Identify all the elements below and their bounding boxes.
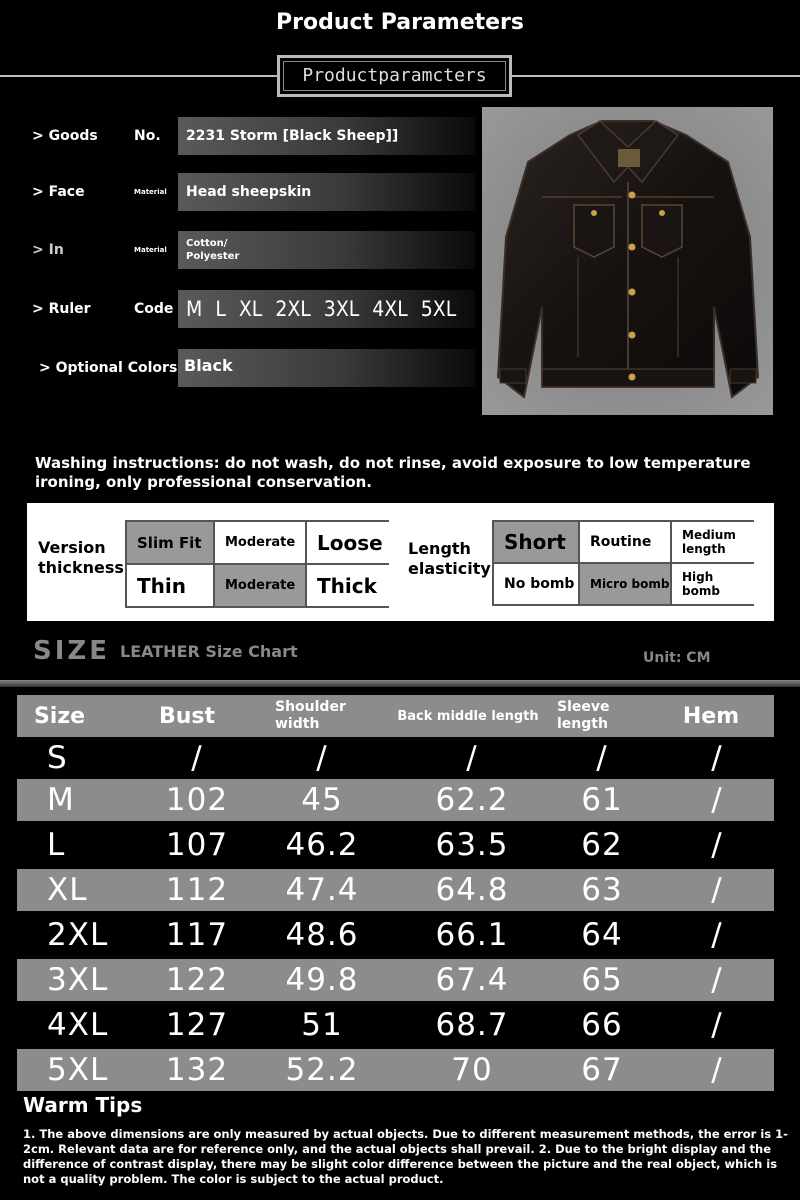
cell-hem: / — [711, 1007, 723, 1043]
size-code: 2XL — [275, 297, 311, 321]
param-label: > In — [32, 242, 64, 258]
param-sub-label: Code — [134, 301, 174, 317]
version-grid — [125, 520, 389, 608]
size-code: L — [215, 297, 226, 321]
cell-hem: / — [711, 1052, 723, 1088]
washing-instructions: Washing instructions: do not wash, do not rinse, avoid exposure to low temperature ironing, only professional conservation. — [35, 454, 751, 491]
cell-size: M — [47, 782, 75, 818]
section-divider — [0, 680, 800, 687]
cell-size: 3XL — [47, 962, 109, 998]
cell-sleeve: 62 — [581, 827, 623, 863]
version-label-line: thickness — [38, 558, 124, 577]
param-size-list — [178, 290, 475, 328]
option-moderate-thickness: Moderate — [215, 565, 305, 606]
subtitle-frame — [277, 55, 512, 97]
cell-back-length: 63.5 — [435, 827, 509, 863]
size-code: 4XL — [372, 297, 408, 321]
tips-text: 1. The above dimensions are only measured by actual objects. Due to different measurement methods, the error is 1-2cm. Relevant data are for reference only, and the actual objects shall prevail. 2. Due to the bright display and the difference of contrast display, there may be slight color difference between the picture and the real object, which is not a quality problem. The color is subject to the actual product. — [23, 1127, 788, 1186]
cell-hem: / — [711, 827, 723, 863]
cell-bust: 102 — [165, 782, 229, 818]
header-bust: Bust — [158, 703, 216, 729]
param-label: > Ruler — [32, 301, 91, 317]
cell-size: XL — [47, 872, 88, 908]
version-label-line: Version — [38, 538, 106, 557]
option-thick: Thick — [307, 565, 391, 606]
table-row — [17, 821, 774, 869]
param-row-in — [0, 231, 475, 269]
size-code: M — [186, 297, 203, 321]
cell-bust: 117 — [165, 917, 229, 953]
param-label: > Face — [32, 184, 85, 200]
cell-size: 5XL — [47, 1052, 109, 1088]
param-value-line: Cotton/ — [186, 238, 228, 249]
param-label: > Goods — [32, 128, 98, 144]
table-row — [17, 1049, 774, 1091]
cell-back-length: / — [466, 740, 478, 776]
header-back-length: Back middle length — [397, 708, 539, 724]
length-label-line: elasticity — [408, 559, 491, 578]
cell-shoulder: 48.6 — [285, 917, 359, 953]
table-row — [17, 911, 774, 959]
cell-size: 4XL — [47, 1007, 109, 1043]
table-row — [17, 959, 774, 1001]
header-size: Size — [33, 703, 86, 729]
header-shoulder: Shoulder width — [275, 699, 346, 732]
cell-size: 2XL — [47, 917, 109, 953]
option-micro-bomb: Micro bomb — [580, 564, 670, 604]
table-row — [17, 869, 774, 911]
cell-size: S — [47, 740, 68, 776]
cell-bust: 112 — [165, 872, 229, 908]
page-title: Product Parameters — [275, 10, 524, 35]
length-label-line: Length — [408, 539, 471, 558]
cell-bust: / — [191, 740, 203, 776]
cell-sleeve: 67 — [581, 1052, 623, 1088]
cell-shoulder: 47.4 — [285, 872, 359, 908]
param-label: > Optional Colors — [39, 360, 178, 376]
cell-shoulder: 45 — [301, 782, 343, 818]
param-value: Black — [178, 349, 475, 387]
param-sub-label: Material — [134, 246, 167, 254]
product-photo — [482, 107, 773, 415]
param-sub-label: No. — [134, 128, 161, 144]
param-sub-label: Material — [134, 188, 167, 196]
param-row-ruler — [0, 290, 475, 328]
cell-hem: / — [711, 917, 723, 953]
cell-bust: 107 — [165, 827, 229, 863]
option-loose: Loose — [307, 522, 391, 563]
fit-panel — [27, 503, 774, 621]
size-subheading: LEATHER Size Chart — [120, 642, 298, 661]
cell-hem: / — [711, 740, 723, 776]
cell-hem: / — [711, 962, 723, 998]
table-row — [17, 779, 774, 821]
cell-back-length: 67.4 — [435, 962, 509, 998]
param-row-goods — [0, 117, 475, 155]
cell-hem: / — [711, 782, 723, 818]
cell-back-length: 68.7 — [435, 1007, 509, 1043]
table-row — [17, 1001, 774, 1049]
cell-sleeve: 63 — [581, 872, 623, 908]
table-row — [17, 737, 774, 779]
option-moderate: Moderate — [215, 522, 305, 563]
option-no-bomb: No bomb — [494, 564, 578, 604]
param-value: Head sheepskin — [178, 173, 475, 211]
length-grid — [492, 520, 754, 606]
option-thin: Thin — [127, 565, 213, 606]
param-row-colors — [0, 349, 475, 387]
cell-shoulder: / — [316, 740, 328, 776]
unit-label: Unit: CM — [643, 650, 711, 666]
size-code: XL — [238, 297, 263, 321]
cell-bust: 122 — [165, 962, 229, 998]
option-medium-length: Medium length — [672, 522, 754, 562]
cell-back-length: 66.1 — [435, 917, 509, 953]
cell-shoulder: 49.8 — [285, 962, 359, 998]
cell-bust: 132 — [165, 1052, 229, 1088]
length-label — [408, 539, 491, 579]
option-routine: Routine — [580, 522, 670, 562]
version-label — [38, 538, 124, 578]
size-code: 3XL — [323, 297, 360, 321]
cell-bust: 127 — [165, 1007, 229, 1043]
cell-back-length: 62.2 — [435, 782, 509, 818]
cell-sleeve: 61 — [581, 782, 623, 818]
size-table — [17, 695, 774, 1091]
header-hem: Hem — [682, 703, 740, 729]
jacket-illustration — [482, 107, 773, 415]
param-value — [178, 231, 475, 269]
cell-shoulder: 46.2 — [285, 827, 359, 863]
cell-back-length: 70 — [451, 1052, 493, 1088]
option-slim-fit: Slim Fit — [127, 522, 213, 563]
size-heading: SIZE — [33, 636, 111, 666]
cell-size: L — [47, 827, 66, 863]
header-sleeve: Sleeve length — [557, 699, 610, 732]
cell-hem: / — [711, 872, 723, 908]
cell-sleeve: / — [596, 740, 608, 776]
table-header-row — [17, 695, 774, 737]
subtitle: Productparamcters — [283, 61, 506, 91]
cell-sleeve: 64 — [581, 917, 623, 953]
size-code: 5XL — [420, 297, 457, 321]
option-short: Short — [494, 522, 578, 562]
option-high-bomb: High bomb — [672, 564, 754, 604]
cell-sleeve: 65 — [581, 962, 623, 998]
param-value-line: Polyester — [186, 251, 240, 262]
param-value: 2231 Storm [Black Sheep]] — [178, 117, 475, 155]
cell-back-length: 64.8 — [435, 872, 509, 908]
param-row-face — [0, 173, 475, 211]
cell-shoulder: 52.2 — [285, 1052, 359, 1088]
tips-title: Warm Tips — [23, 1093, 143, 1117]
cell-shoulder: 51 — [301, 1007, 343, 1043]
cell-sleeve: 66 — [581, 1007, 623, 1043]
